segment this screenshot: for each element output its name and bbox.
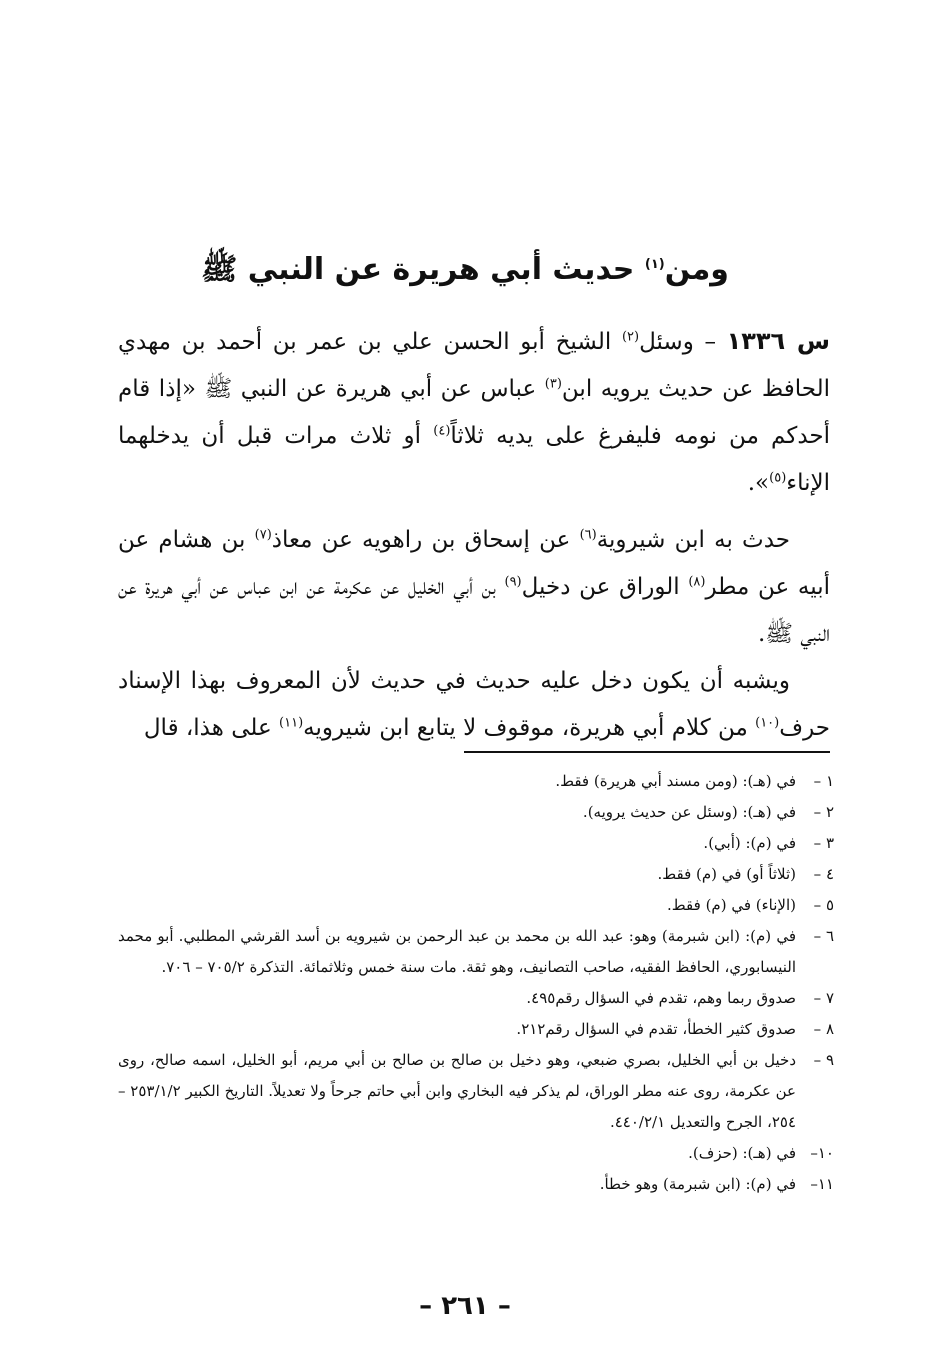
question-text-2: الشيخ أبو الحسن علي بن عمر بن أحمد بن مهدي الحافظ عن حديث يرويه ابن: [118, 329, 830, 402]
chain-text-1: حدث به ابن شيروية: [596, 527, 790, 553]
chain-text-3: بن هشام عن أبيه عن مطر: [118, 527, 830, 600]
footnote-text: دخيل بن أبي الخليل، بصري ضبعي، وهو دخيل بن صالح بن صالح بن أبي مريم، أبو الخليل، اسمه صالح، روى عن عكرمة، روى عنه مطر الوراق، لم يذكر فيه البخاري وابن أبي حاتم جرحاً ولا تعديلاً. التاريخ الكبير ٢٥٣/١/٢ – ٢٥٤، الجرح والتعديل ٤٤٠/٢/١.: [118, 1051, 796, 1131]
question-number: س ١٣٣٦: [726, 327, 831, 355]
footnote-text: في (هـ): (ومن مسند أبي هريرة) فقط.: [555, 772, 796, 790]
section-heading: [120, 250, 810, 290]
commentary-text-1: ويشبه أن يكون دخل عليه حديث في حديث لأن المعروف بهذا الإسناد حرف: [118, 668, 830, 741]
question-text-4: أو ثلاث مرات قبل أن يدخلهما الإناء: [118, 423, 830, 496]
footnote-number: ١ –: [813, 772, 834, 790]
footnote: [118, 1045, 834, 1138]
footnote-number: ٤ –: [813, 865, 834, 883]
page-number: – ٢٦١ –: [419, 1291, 511, 1321]
footnote-number: ٨ –: [813, 1020, 834, 1038]
footnote-ref-4: (٤): [433, 423, 451, 439]
heading-footnote-ref: (١): [644, 257, 665, 272]
commentary-text-3: على هذا، قال: [143, 715, 280, 741]
footnote: [118, 1169, 834, 1200]
chain-text-4: الوراق عن دخيل: [521, 574, 689, 600]
footnote-divider: [464, 751, 830, 753]
chain-paragraph: [118, 517, 830, 658]
footnote-ref-6: (٦): [579, 527, 597, 543]
footnote-ref-7: (٧): [254, 527, 272, 543]
footnote-text: في (هـ): (حزف).: [688, 1144, 796, 1162]
question-paragraph: [118, 318, 830, 507]
chain-text-5: بن أبي الخليل عن عكرمة عن ابن عباس عن أبي هريرة عن النبي ﷺ.: [118, 574, 830, 647]
footnote-ref-9: (٩): [504, 574, 522, 590]
heading-rest: حديث أبي هريرة عن النبي ﷺ: [201, 252, 635, 287]
footnote: [118, 983, 834, 1014]
footnote-number: ١٠–: [810, 1144, 834, 1162]
footnote: [118, 828, 834, 859]
footnote-number: ٩ –: [813, 1051, 834, 1069]
footnote-number: ٣ –: [813, 834, 834, 852]
footnotes: [118, 766, 834, 1200]
footnote-ref-10: (١٠): [755, 715, 780, 731]
footnote-text: صدوق ربما وهم، تقدم في السؤال رقم٤٩٥.: [526, 989, 796, 1007]
commentary-text-2: من كلام أبي هريرة، موقوف لا يتابع ابن شيرويه: [303, 715, 756, 741]
footnote-ref-8: (٨): [688, 574, 706, 590]
footnote-ref-11: (١١): [279, 715, 304, 731]
footnote-ref-2: (٢): [621, 329, 640, 345]
heading-text: ومن: [664, 252, 729, 287]
footnote-text: صدوق كثير الخطأ، تقدم في السؤال رقم٢١٢.: [516, 1020, 796, 1038]
question-text-5: ».: [747, 470, 770, 496]
main-text: [118, 318, 830, 752]
footnote-number: ٥ –: [813, 896, 834, 914]
question-text-3: عباس عن أبي هريرة عن النبي ﷺ «إذا قام أحدكم من نومه فليفرغ على يديه ثلاثاً: [118, 376, 830, 449]
footnote: [118, 766, 834, 797]
footnote-text: في (م): (ابن شبرمة) وهو خطأ.: [599, 1175, 796, 1193]
question-text-1: وسئل: [639, 329, 694, 355]
footnote-number: ٦ –: [813, 927, 834, 945]
footnote-number: ٢ –: [813, 803, 834, 821]
footnote-text: (ثلاثاً أو) في (م) فقط.: [657, 865, 796, 883]
footnote: [118, 797, 834, 828]
footnote-number: ٧ –: [813, 989, 834, 1007]
footnote: [118, 890, 834, 921]
footnote-text: في (م): (أبي).: [703, 834, 796, 852]
footnote: [118, 859, 834, 890]
question-dash: –: [693, 329, 727, 355]
footnote-text: في (م): (ابن شبرمة) وهو: عبد الله بن محمد بن عبد الرحمن بن شيرويه بن أسد القرشي المطلبي. أبو محمد النيسابوري، الحافظ الفقيه، صاحب التصانيف، وهو ثقة. مات سنة خمس وثلاثمائة. التذكرة ٧٠٥/٢ – ٧٠٦.: [118, 927, 796, 976]
footnote-text: (الإناء) في (م) فقط.: [667, 896, 796, 914]
commentary-paragraph: [118, 658, 830, 752]
footnote: [118, 1138, 834, 1169]
chain-text-2: عن إسحاق بن راهويه عن معاذ: [271, 527, 580, 553]
footnote-ref-3: (٣): [544, 376, 562, 392]
footnote-ref-5: (٥): [769, 470, 787, 486]
footnote: [118, 1014, 834, 1045]
footnote-number: ١١–: [810, 1175, 834, 1193]
footnote: [118, 921, 834, 983]
footnote-text: في (هـ): (وسئل عن حديث يرويه).: [582, 803, 796, 821]
